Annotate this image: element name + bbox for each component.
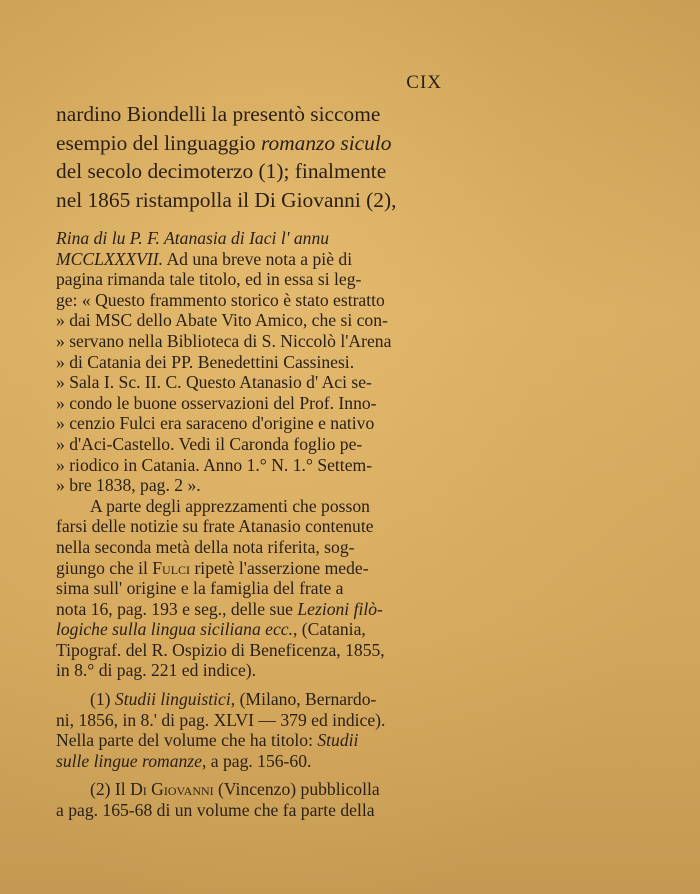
footnote-2 bbox=[56, 779, 461, 820]
fn1-line-3: Nella parte del volume che ha titolo: Studii bbox=[56, 730, 359, 751]
main-line-4: nel 1865 ristampolla il Di Giovanni (2), bbox=[56, 187, 397, 212]
name-di-giovanni: Di Giovanni bbox=[130, 779, 214, 800]
fn-cont-line-6: » servano nella Biblioteca di S. Niccolò l'Arena bbox=[56, 330, 392, 351]
fn1-line-2: ni, 1856, in 8.' di pag. XLVI — 379 ed indice). bbox=[56, 709, 386, 730]
fn-para2-line-5: sima sull' origine e la famiglia del frate a bbox=[56, 578, 344, 599]
fn-para2-line-2: farsi delle notizie su frate Atanasio contenute bbox=[56, 516, 374, 537]
fn-cont-line-11: » d'Aci-Castello. Vedi il Caronda foglio pe- bbox=[56, 433, 363, 454]
fn-para2-line-7: logiche sulla lingua siciliana ecc., (Catania, bbox=[56, 619, 366, 640]
fn-cont-line-4: ge: « Questo frammento storico è stato estratto bbox=[56, 289, 385, 310]
fn-cont-line-9: » condo le buone osservazioni del Prof. Inno- bbox=[56, 392, 377, 413]
fn-para2-line-3: nella seconda metà della nota riferita, sog- bbox=[56, 536, 355, 557]
footnotes bbox=[56, 228, 461, 821]
fn-para2-line-9: in 8.° di pag. 221 ed indice). bbox=[56, 660, 257, 681]
page-number: CIX bbox=[406, 72, 442, 93]
fn-para2-line-4: giungo che il Fulci ripetè l'asserzione mede- bbox=[56, 557, 369, 578]
fn2-line-2: a pag. 165-68 di un volume che fa parte della bbox=[56, 800, 375, 821]
fn-para2-line-1: A parte degli apprezzamenti che posson bbox=[90, 495, 370, 516]
fn-cont-line-1: Rina di lu P. F. Atanasia di Iaci l' annu bbox=[56, 228, 330, 248]
fn-cont-line-5: » dai MSC dello Abate Vito Amico, che si con- bbox=[56, 310, 388, 331]
fn-para2-line-6: nota 16, pag. 193 e seg., delle sue Lezioni filò- bbox=[56, 598, 383, 619]
fn-cont-line-7: » di Catania dei PP. Benedettini Cassinesi. bbox=[56, 351, 355, 372]
main-body-text bbox=[56, 100, 466, 214]
fn-cont-line-8: » Sala I. Sc. II. C. Questo Atanasio d' Aci se- bbox=[56, 372, 372, 393]
fn1-line-1: (1) Studii linguistici, (Milano, Bernardo- bbox=[90, 689, 377, 710]
footnote-1 bbox=[56, 689, 461, 771]
name-fulci: Fulci bbox=[152, 557, 191, 578]
fn1-line-4: sulle lingue romanze, a pag. 156-60. bbox=[56, 750, 312, 771]
fn2-line-1: (2) Il Di Giovanni (Vincenzo) pubblicolla bbox=[90, 779, 380, 800]
fn-cont-line-3: pagina rimanda tale titolo, ed in essa si leg- bbox=[56, 269, 362, 290]
fn-cont-line-12: » riodico in Catania. Anno 1.° N. 1.° Settem- bbox=[56, 454, 373, 475]
italic-romanzo-siculo: romanzo siculo bbox=[260, 130, 392, 155]
main-line-1: nardino Biondelli la presentò siccome bbox=[56, 102, 381, 126]
fn-cont-line-13: » bre 1838, pag. 2 ». bbox=[56, 475, 201, 496]
fn-cont-line-2: MCCLXXXVII. Ad una breve nota a piè di bbox=[56, 248, 353, 269]
main-line-2: esempio del linguaggio romanzo siculo bbox=[56, 130, 392, 155]
main-line-3: del secolo decimoterzo (1); finalmente bbox=[56, 159, 387, 184]
fn-para2-line-8: Tipograf. del R. Ospizio di Beneficenza, 1855, bbox=[56, 639, 385, 660]
fn-cont-line-10: » cenzio Fulci era saraceno d'origine e nativo bbox=[56, 413, 375, 434]
